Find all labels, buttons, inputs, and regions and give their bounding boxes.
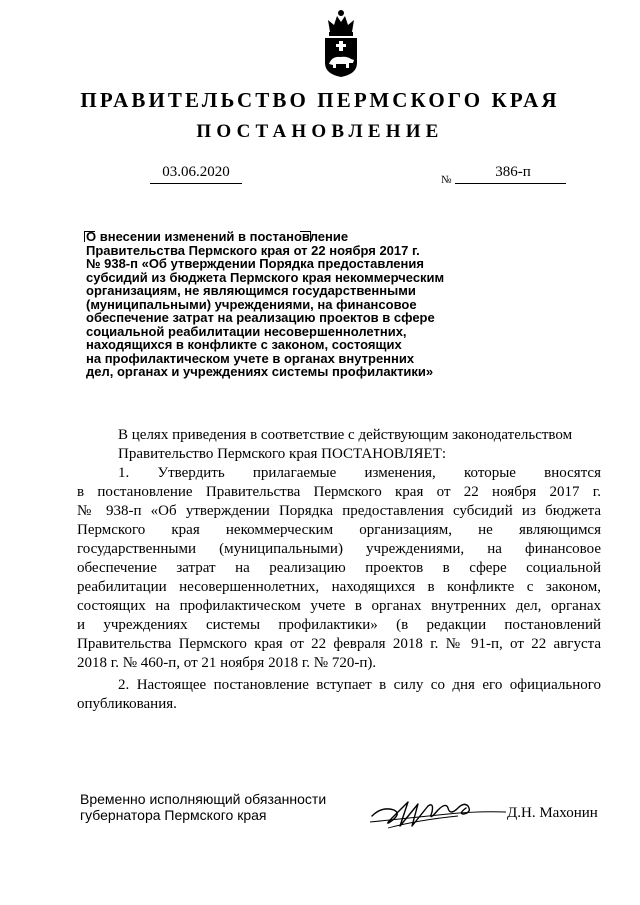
body-line: В целях приведения в соответствие с действующим законодательством (118, 427, 573, 443)
document-date: 03.06.2020 (162, 164, 230, 180)
subject-line: Правительства Пермского края от 22 ноября 2017 г. (86, 242, 420, 258)
body-line: и учреждениях системы профилактики» (в редакции постановлений (77, 617, 601, 633)
body-line: Пермского края некоммерческим организациям, не являющимся (77, 522, 601, 538)
body-line: Правительства Пермского края от 22 февраля 2018 г. № 91-п, от 22 августа (77, 636, 601, 652)
handwritten-signature (368, 796, 508, 830)
body-line: 1. Утвердить прилагаемые изменения, которые вносятся (118, 465, 601, 481)
number-underline (455, 183, 566, 184)
subject-line: субсидий из бюджета Пермского края некоммерческим (86, 269, 445, 285)
body-line: опубликования. (77, 696, 177, 712)
body-line: 2. Настоящее постановление вступает в силу со дня его официального (118, 677, 601, 693)
date-underline (150, 183, 242, 184)
document-number: 386-п (495, 164, 531, 180)
signatory-position-line: губернатора Пермского края (80, 807, 267, 823)
document-subject (86, 230, 486, 379)
body-line: 2018 г. № 460-п, от 21 ноября 2018 г. № 720-п). (77, 655, 377, 671)
body-line: в постановление Правительства Пермского края от 22 ноября 2017 г. (77, 484, 601, 500)
subject-line: О внесении изменений в постановление (86, 229, 349, 244)
body-line: реабилитации несовершеннолетних, находящихся в конфликте с законом, (77, 579, 601, 595)
subject-line: дел, органах и учреждениях системы профилактики» (86, 364, 434, 379)
signatory-name: Д.Н. Махонин (507, 805, 598, 821)
number-sign: № (441, 174, 452, 186)
government-title: ПРАВИТЕЛЬСТВО ПЕРМСКОГО КРАЯ (80, 88, 560, 112)
body-line: Правительство Пермского края ПОСТАНОВЛЯЕТ: (118, 446, 447, 462)
subject-line: № 938-п «Об утверждении Порядка предоставления (86, 256, 424, 271)
body-line: состоящих на профилактическом учете в органах внутренних дел, органах (77, 598, 601, 614)
signatory-position-line: Временно исполняющий обязанности (80, 791, 327, 807)
subject-line: организациям, не являющимся государственными (86, 283, 416, 298)
coat-of-arms-emblem (322, 8, 360, 78)
subject-line: обеспечение затрат на реализацию проектов в сфере (86, 310, 435, 325)
subject-line: находящихся в конфликте с законом, состоящих (86, 337, 402, 352)
subject-line: на профилактическом учете в органах внутренних (86, 350, 415, 366)
body-line: государственными (муниципальными) учреждениями, на финансовое (77, 541, 601, 557)
body-line: обеспечение затрат на реализацию проектов в сфере социальной (77, 560, 601, 576)
subject-line: социальной реабилитации несовершеннолетних, (86, 323, 407, 339)
body-line: № 938-п «Об утверждении Порядка предоставления субсидий из бюджета (77, 503, 601, 519)
signatory-position (80, 791, 326, 823)
document-kind: ПОСТАНОВЛЕНИЕ (196, 121, 444, 142)
subject-line: (муниципальными) учреждениями, на финансовое (86, 296, 417, 312)
